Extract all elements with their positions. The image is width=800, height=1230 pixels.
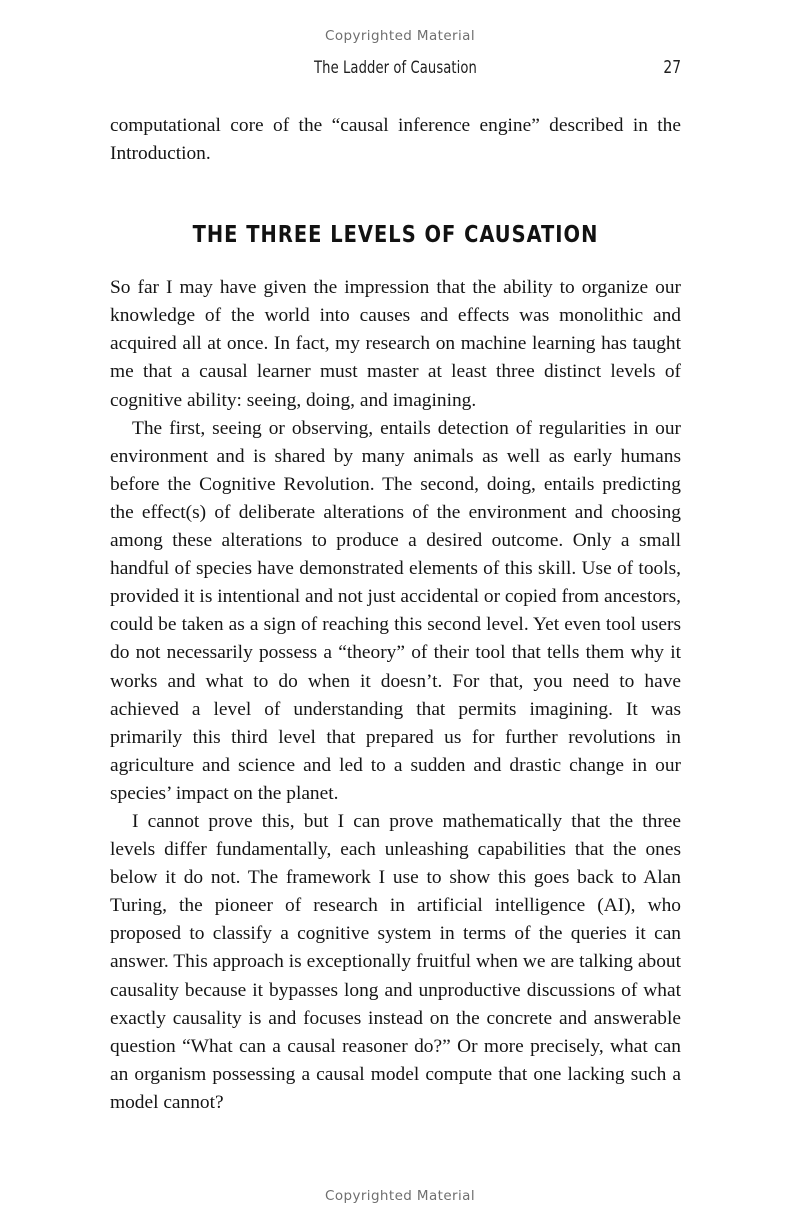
copyright-watermark-top: Copyrighted Material — [325, 28, 475, 44]
text-column — [110, 112, 681, 1117]
paragraph-continuation: computational core of the “causal inference engine” described in the Introduction. — [110, 115, 681, 165]
heading-spacer — [110, 248, 681, 274]
body-paragraph: The first, seeing or observing, entails detection of regularities in our environment and is shared by many animals as well as early humans before the Cognitive Revolution. The second, doing, entails predicting the effect(s) of deliberate alterations of the environment and choosing among these alterations to produce a desired outcome. Only a small handful of species have demonstrated elements of this skill. Use of tools, provided it is intentional and not just accidental or copied from ancestors, could be taken as a sign of reaching this second level. Yet even tool users do not necessarily possess a “theory” of their tool that tells them why it works and what to do when it doesn’t. For that, you need to have achieved a level of understanding that permits imagining. It was primarily this third level that prepared us for further revolutions in agriculture and science and led to a sudden and drastic change in our species’ impact on the planet. — [110, 417, 681, 804]
running-head — [110, 58, 681, 82]
section-heading: THE THREE LEVELS OF CAUSATION — [192, 220, 599, 249]
running-head-title: The Ladder of Causation — [314, 58, 477, 78]
copyright-watermark-bottom: Copyrighted Material — [325, 1188, 475, 1204]
body-paragraph: So far I may have given the impression that the ability to organize our knowledge of the world into causes and effects was monolithic and acquired all at once. In fact, my research on machine learning has taught me that a causal learner must master at least three distinct levels of cognitive ability: seeing, doing, and imagining. — [110, 277, 681, 411]
heading-spacer — [110, 168, 681, 220]
body-paragraph: I cannot prove this, but I can prove mathematically that the three levels differ fundamentally, each unleashing capabilities that the ones below it do not. The framework I use to show this goes back to Alan Turing, the pioneer of research in artificial intelligence (AI), who proposed to classify a cognitive system in terms of the queries it can answer. This approach is exceptionally fruitful when we are talking about causality because it bypasses long and unproductive discussions of what exactly causality is and focuses instead on the concrete and answerable question “What can a causal reasoner do?” Or more precisely, what can an organism possessing a causal model compute that one lacking such a model cannot? — [110, 810, 681, 1113]
page-number: 27 — [663, 58, 681, 78]
